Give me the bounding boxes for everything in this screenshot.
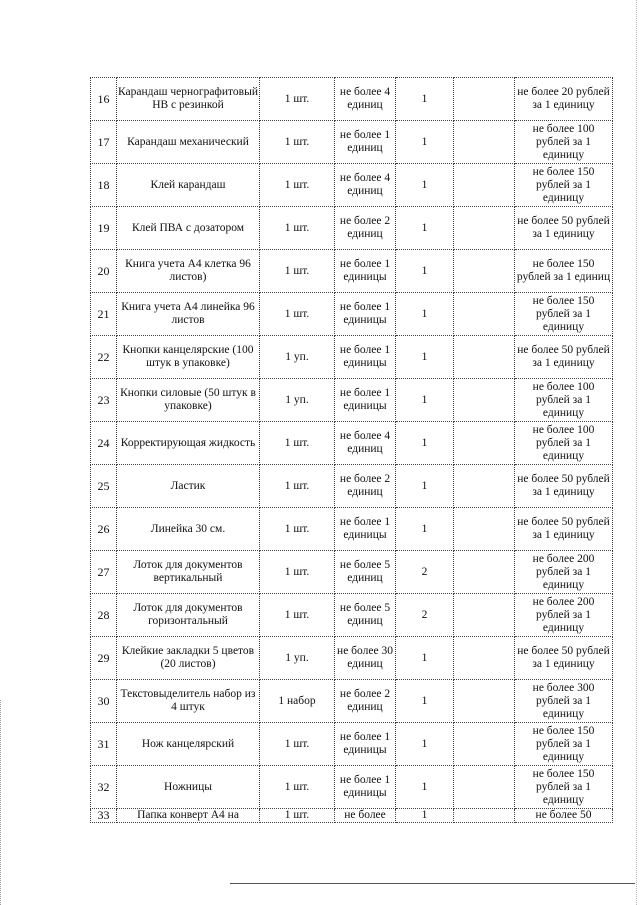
- scan-edge-left: [0, 700, 2, 905]
- table-row: [91, 594, 613, 637]
- table-row: [91, 723, 613, 766]
- row-number: 18: [91, 164, 117, 207]
- item-limit: не более 4 единиц: [335, 164, 396, 207]
- table-row: [91, 422, 613, 465]
- empty-cell: [454, 680, 515, 723]
- item-unit: 1 уп.: [260, 336, 335, 379]
- item-qty: 1: [396, 508, 454, 551]
- item-qty: 1: [396, 723, 454, 766]
- item-price: не более 100 рублей за 1 единицу: [515, 422, 613, 465]
- empty-cell: [454, 379, 515, 422]
- item-limit: не более 4 единиц: [335, 422, 396, 465]
- item-name: Лоток для документов вертикальный: [117, 551, 260, 594]
- table-row: [91, 551, 613, 594]
- row-number: 24: [91, 422, 117, 465]
- item-name: Книга учета А4 линейка 96 листов: [117, 293, 260, 336]
- item-qty: 1: [396, 809, 454, 823]
- item-qty: 1: [396, 465, 454, 508]
- table-row: [91, 207, 613, 250]
- row-number: 27: [91, 551, 117, 594]
- item-unit: 1 шт.: [260, 594, 335, 637]
- item-unit: 1 шт.: [260, 551, 335, 594]
- item-price: не более 50 рублей за 1 единицу: [515, 637, 613, 680]
- item-name: Лоток для документов горизонтальный: [117, 594, 260, 637]
- item-price: не более 300 рублей за 1 единицу: [515, 680, 613, 723]
- row-number: 23: [91, 379, 117, 422]
- item-limit: не более 4 единиц: [335, 78, 396, 121]
- item-qty: 1: [396, 766, 454, 809]
- item-qty: 1: [396, 336, 454, 379]
- table-row: [91, 250, 613, 293]
- item-limit: не более 1 единицы: [335, 293, 396, 336]
- item-unit: 1 уп.: [260, 379, 335, 422]
- empty-cell: [454, 164, 515, 207]
- item-price: не более 50 рублей за 1 единицу: [515, 465, 613, 508]
- item-price: не более 150 рублей за 1 единицу: [515, 164, 613, 207]
- item-price: не более 200 рублей за 1 единицу: [515, 551, 613, 594]
- item-limit: не более 1 единицы: [335, 250, 396, 293]
- item-price: не более 100 рублей за 1 единицу: [515, 121, 613, 164]
- item-limit: не более 30 единиц: [335, 637, 396, 680]
- empty-cell: [454, 465, 515, 508]
- empty-cell: [454, 508, 515, 551]
- item-name: Карандаш чернографитовый НВ с резинкой: [117, 78, 260, 121]
- item-price: не более 20 рублей за 1 единицу: [515, 78, 613, 121]
- item-unit: 1 шт.: [260, 121, 335, 164]
- table-row: [91, 293, 613, 336]
- table-row: [91, 121, 613, 164]
- item-price: не более 50 рублей за 1 единицу: [515, 207, 613, 250]
- row-number: 19: [91, 207, 117, 250]
- item-name: Кнопки канцелярские (100 штук в упаковке): [117, 336, 260, 379]
- row-number: 33: [91, 809, 117, 823]
- item-price: не более 50 рублей за 1 единицу: [515, 508, 613, 551]
- item-limit: не более 1 единицы: [335, 723, 396, 766]
- item-limit: не более 1 единиц: [335, 121, 396, 164]
- item-unit: 1 шт.: [260, 809, 335, 823]
- item-qty: 1: [396, 78, 454, 121]
- item-name: Нож канцелярский: [117, 723, 260, 766]
- item-limit: не более 5 единиц: [335, 594, 396, 637]
- empty-cell: [454, 637, 515, 680]
- item-unit: 1 шт.: [260, 250, 335, 293]
- item-name: Клей ПВА с дозатором: [117, 207, 260, 250]
- item-limit: не более: [335, 809, 396, 823]
- item-name: Клей карандаш: [117, 164, 260, 207]
- scan-edge-right: [636, 0, 638, 905]
- item-qty: 1: [396, 422, 454, 465]
- table-row: [91, 680, 613, 723]
- item-qty: 1: [396, 250, 454, 293]
- item-name: Книга учета А4 клетка 96 листов): [117, 250, 260, 293]
- row-number: 29: [91, 637, 117, 680]
- item-unit: 1 шт.: [260, 293, 335, 336]
- item-price: не более 150 рублей за 1 единиц: [515, 250, 613, 293]
- item-unit: 1 шт.: [260, 207, 335, 250]
- table-row: [91, 465, 613, 508]
- item-qty: 2: [396, 594, 454, 637]
- item-limit: не более 2 единиц: [335, 680, 396, 723]
- empty-cell: [454, 250, 515, 293]
- empty-cell: [454, 336, 515, 379]
- table-row: [91, 637, 613, 680]
- row-number: 28: [91, 594, 117, 637]
- item-qty: 1: [396, 637, 454, 680]
- empty-cell: [454, 723, 515, 766]
- row-number: 32: [91, 766, 117, 809]
- item-qty: 1: [396, 680, 454, 723]
- item-limit: не более 5 единиц: [335, 551, 396, 594]
- item-qty: 1: [396, 121, 454, 164]
- item-price: не более 200 рублей за 1 единицу: [515, 594, 613, 637]
- item-qty: 1: [396, 293, 454, 336]
- item-unit: 1 набор: [260, 680, 335, 723]
- item-price: не более 150 рублей за 1 единицу: [515, 723, 613, 766]
- item-name: Линейка 30 см.: [117, 508, 260, 551]
- item-price: не более 150 рублей за 1 единицу: [515, 766, 613, 809]
- item-unit: 1 шт.: [260, 78, 335, 121]
- table-row: [91, 164, 613, 207]
- item-name: Карандаш механический: [117, 121, 260, 164]
- empty-cell: [454, 207, 515, 250]
- empty-cell: [454, 422, 515, 465]
- item-qty: 1: [396, 164, 454, 207]
- item-price: не более 50 рублей за 1 единицу: [515, 336, 613, 379]
- table-row: [91, 508, 613, 551]
- item-unit: 1 шт.: [260, 164, 335, 207]
- supplies-table: [90, 77, 613, 823]
- item-name: Ластик: [117, 465, 260, 508]
- table-row: [91, 379, 613, 422]
- table-row: [91, 809, 613, 823]
- item-limit: не более 2 единиц: [335, 207, 396, 250]
- item-price: не более 150 рублей за 1 единицу: [515, 293, 613, 336]
- item-name: Кнопки силовые (50 штук в упаковке): [117, 379, 260, 422]
- empty-cell: [454, 293, 515, 336]
- empty-cell: [454, 551, 515, 594]
- item-name: Корректирующая жидкость: [117, 422, 260, 465]
- row-number: 16: [91, 78, 117, 121]
- item-limit: не более 1 единицы: [335, 336, 396, 379]
- item-qty: 1: [396, 379, 454, 422]
- item-limit: не более 1 единицы: [335, 379, 396, 422]
- empty-cell: [454, 809, 515, 823]
- row-number: 20: [91, 250, 117, 293]
- item-unit: 1 шт.: [260, 723, 335, 766]
- empty-cell: [454, 766, 515, 809]
- item-name: Папка конверт А4 на: [117, 809, 260, 823]
- item-qty: 2: [396, 551, 454, 594]
- item-price: не более 50: [515, 809, 613, 823]
- item-price: не более 100 рублей за 1 единицу: [515, 379, 613, 422]
- item-qty: 1: [396, 207, 454, 250]
- row-number: 21: [91, 293, 117, 336]
- row-number: 22: [91, 336, 117, 379]
- empty-cell: [454, 121, 515, 164]
- table-row: [91, 78, 613, 121]
- row-number: 30: [91, 680, 117, 723]
- item-name: Текстовыделитель набор из 4 штук: [117, 680, 260, 723]
- bottom-rule: [230, 883, 635, 884]
- empty-cell: [454, 78, 515, 121]
- item-limit: не более 1 единицы: [335, 766, 396, 809]
- table-row: [91, 336, 613, 379]
- empty-cell: [454, 594, 515, 637]
- item-limit: не более 1 единицы: [335, 508, 396, 551]
- item-unit: 1 шт.: [260, 766, 335, 809]
- item-unit: 1 шт.: [260, 508, 335, 551]
- item-unit: 1 шт.: [260, 465, 335, 508]
- item-limit: не более 2 единиц: [335, 465, 396, 508]
- item-name: Клейкие закладки 5 цветов (20 листов): [117, 637, 260, 680]
- row-number: 26: [91, 508, 117, 551]
- table-row: [91, 766, 613, 809]
- item-unit: 1 шт.: [260, 422, 335, 465]
- item-name: Ножницы: [117, 766, 260, 809]
- row-number: 17: [91, 121, 117, 164]
- row-number: 25: [91, 465, 117, 508]
- row-number: 31: [91, 723, 117, 766]
- item-unit: 1 уп.: [260, 637, 335, 680]
